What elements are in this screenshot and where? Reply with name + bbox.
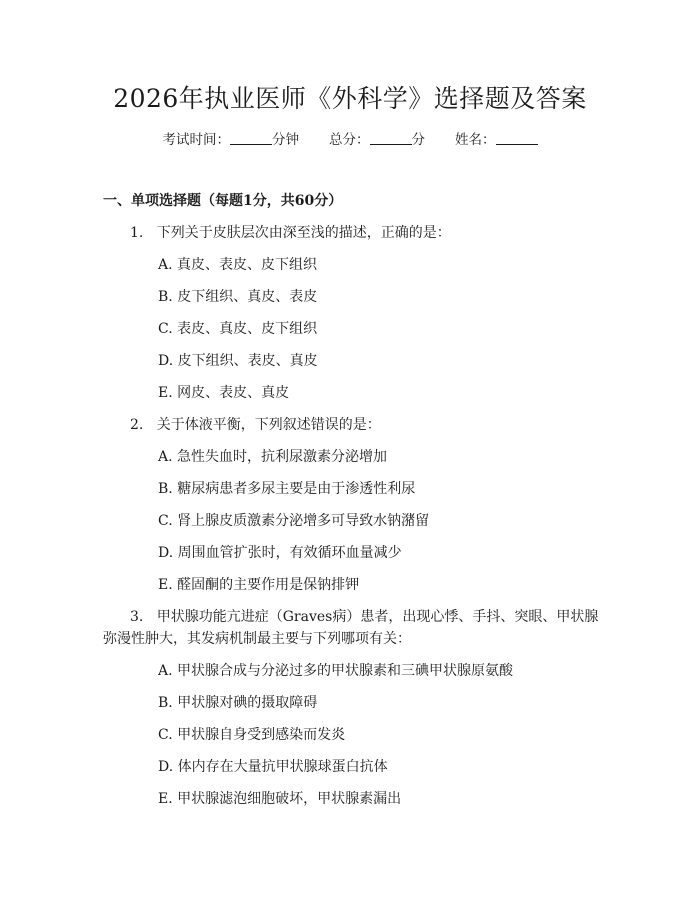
question-number: 2. xyxy=(130,417,144,433)
question-3-continuation: 弥漫性肿大，其发病机制最主要与下列哪项有关： xyxy=(103,631,411,647)
option-1d: D. 皮下组织、表皮、真皮 xyxy=(158,353,318,369)
question-3 xyxy=(130,608,598,626)
option-1e: E. 网皮、表皮、真皮 xyxy=(158,385,290,401)
name-blank xyxy=(496,132,538,145)
score-blank xyxy=(370,132,412,145)
option-3d: D. 体内存在大量抗甲状腺球蛋白抗体 xyxy=(158,759,388,775)
option-2b: B. 糖尿病患者多尿主要是由于渗透性利尿 xyxy=(158,481,416,497)
question-number: 3. xyxy=(130,609,144,625)
page-title: 2026年执业医师《外科学》选择题及答案 xyxy=(113,84,587,113)
question-number: 1. xyxy=(130,225,144,241)
question-1 xyxy=(130,224,451,242)
option-1c: C. 表皮、真皮、皮下组织 xyxy=(158,321,318,337)
name-label: 姓名： xyxy=(455,132,496,148)
option-1b: B. 皮下组织、真皮、表皮 xyxy=(158,289,318,305)
option-2a: A. 急性失血时，抗利尿激素分泌增加 xyxy=(158,449,388,465)
option-3c: C. 甲状腺自身受到感染而发炎 xyxy=(158,727,346,743)
option-3b: B. 甲状腺对碘的摄取障碍 xyxy=(158,695,318,711)
section-heading: 一、单项选择题（每题1分，共60分） xyxy=(103,193,343,209)
question-text: 下列关于皮肤层次由深至浅的描述，正确的是： xyxy=(156,225,451,241)
option-3a: A. 甲状腺合成与分泌过多的甲状腺素和三碘甲状腺原氨酸 xyxy=(158,663,514,679)
time-label: 考试时间： xyxy=(162,132,230,148)
exam-info-line xyxy=(0,131,700,149)
score-label: 总分： xyxy=(329,132,370,148)
question-2 xyxy=(130,416,381,434)
time-blank xyxy=(230,132,272,145)
score-unit: 分 xyxy=(411,132,425,148)
option-2d: D. 周围血管扩张时，有效循环血量减少 xyxy=(158,545,402,561)
question-text: 关于体液平衡，下列叙述错误的是： xyxy=(156,417,381,433)
option-1a: A. 真皮、表皮、皮下组织 xyxy=(158,257,318,273)
question-text-line1: 甲状腺功能亢进症（Graves病）患者，出现心悸、手抖、突眼、甲状腺 xyxy=(156,609,599,625)
option-3e: E. 甲状腺滤泡细胞破坏，甲状腺素漏出 xyxy=(158,791,402,807)
time-unit: 分钟 xyxy=(272,132,299,148)
option-2c: C. 肾上腺皮质激素分泌增多可导致水钠潴留 xyxy=(158,513,430,529)
option-2e: E. 醛固酮的主要作用是保钠排钾 xyxy=(158,577,360,593)
